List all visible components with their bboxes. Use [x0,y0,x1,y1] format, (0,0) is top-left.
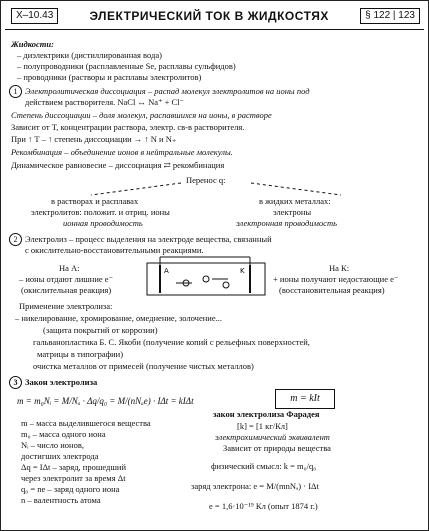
liquids-heading: Жидкости: [11,39,54,49]
dissociation-def-cont: действием растворителя. NaCl ↔ Na⁺ + Cl⁻ [25,97,185,107]
definition-item: через электролит за время Δt [21,473,126,483]
paragraph-reference: § 122 | 123 [360,8,420,24]
liquids-item: – полупроводники (расплавленные Se, расплавы сульфидов) [17,61,236,71]
page-header [5,5,426,27]
carrier-right-type: электронная проводимость [236,218,337,228]
dynamic-equilibrium: Динамическое равновесие – диссоциация ⇄ рекомбинация [11,160,225,170]
dissociation-def: Электролитическая диссоциация – распад молекул электролитов на ионы под [25,86,310,96]
dissociation-temp: При ↑ T – ↑ степень диссоциации → ↑ N и N₊ [11,134,177,144]
k-depends: Зависит от природы вещества [223,443,331,453]
physical-meaning: физический смысл: k = m₀/q₀ [211,461,317,471]
application-item: очистка металлов от примесей (получение чистых металлов) [33,361,254,371]
section-number: 3 [9,376,22,389]
liquids-item: – диэлектрики (дистиллированная вода) [17,50,162,60]
carrier-left-line1: в растворах и расплавах [51,196,139,206]
carrier-right-line2: электроны [273,207,312,217]
recombination: Рекомбинация – объединение ионов в нейтральные молекулы. [11,147,233,157]
liquids-item: – проводники (растворы и расплавы электролитов) [17,72,202,82]
page-title: ЭЛЕКТРИЧЕСКИЙ ТОК В ЖИДКОСТЯХ [89,9,329,23]
section-law [9,376,97,389]
carrier-right-line1: в жидких металлах: [259,196,331,206]
anode-line2: (окислительная реакция) [21,285,112,295]
electrolysis-def: Электролиз – процесс выделения на электроде вещества, связанный [25,234,272,244]
applications-heading: Применение электролиза: [19,301,113,311]
application-item: гальванопластика Б. С. Якоби (получение копий с рельефных поверхностей, [33,337,310,347]
definition-item: m₀ – масса одного иона [21,429,106,439]
law-heading: Закон электролиза [25,377,98,387]
definition-item: достигших электрода [21,451,99,461]
carrier-left-type: ионная проводимость [63,218,143,228]
cathode-line2: (восстановительная реакция) [279,285,385,295]
anode-label: На А: [59,263,80,273]
application-item: (защита покрытий от коррозии) [43,325,158,335]
page-code: Х–10.43 [11,8,58,24]
application-item: матрицы в типографии) [37,349,124,359]
law-formula-box: m = kIt [275,389,335,409]
law-formula: m = m₀Nᵢ = M/Nₐ · Δq/q₀ = M/(nNₐe) · IΔt = kIΔt [17,396,194,406]
svg-text:K: K [240,267,245,275]
charge-transfer-label: Перенос q: [186,175,226,185]
definition-item: n – валентность атома [21,495,101,505]
definition-item: Nᵢ – число ионов, [21,440,84,450]
electrolytic-cell-diagram [146,255,266,297]
electron-charge-value: e = 1,6·10⁻¹⁹ Кл (опыт 1874 г.) [209,501,318,511]
application-item: – никелирование, хромирование, омеднение, золочение... [15,313,222,323]
definition-item: q₀ = ne – заряд одного иона [21,484,120,494]
cathode-label: На К: [329,263,350,273]
cathode-line1: + ионы получают недостающие e⁻ [273,274,399,284]
k-units: [k] = [1 кг/Кл] [237,421,288,431]
definition-item: Δq = IΔt – заряд, прошедший [21,462,127,472]
electron-charge: заряд электрона: e = M/(mnNₐ) · IΔt [191,481,319,491]
section-number: 2 [9,233,22,246]
k-name: электрохимический эквивалент [215,432,330,442]
svg-text:A: A [164,267,169,275]
faraday-law-label: закон электролиза Фарадея [213,409,320,419]
electrolysis-def-cont: с окислительно-восстановительными реакциями. [25,245,204,255]
dissociation-degree: Степень диссоциации – доля молекул, распавшихся на ионы, в растворе [11,110,272,120]
header-divider [5,29,424,30]
section-number: 1 [9,85,22,98]
dissociation-depends: Зависит от T, концентрации раствора, электр. св-в растворителя. [11,122,245,132]
anode-line1: – ионы отдают лишние e⁻ [19,274,114,284]
carrier-left-line2: электролитов: положит. и отриц. ионы [31,207,170,217]
definition-item: m – масса выделившегося вещества [21,418,151,428]
